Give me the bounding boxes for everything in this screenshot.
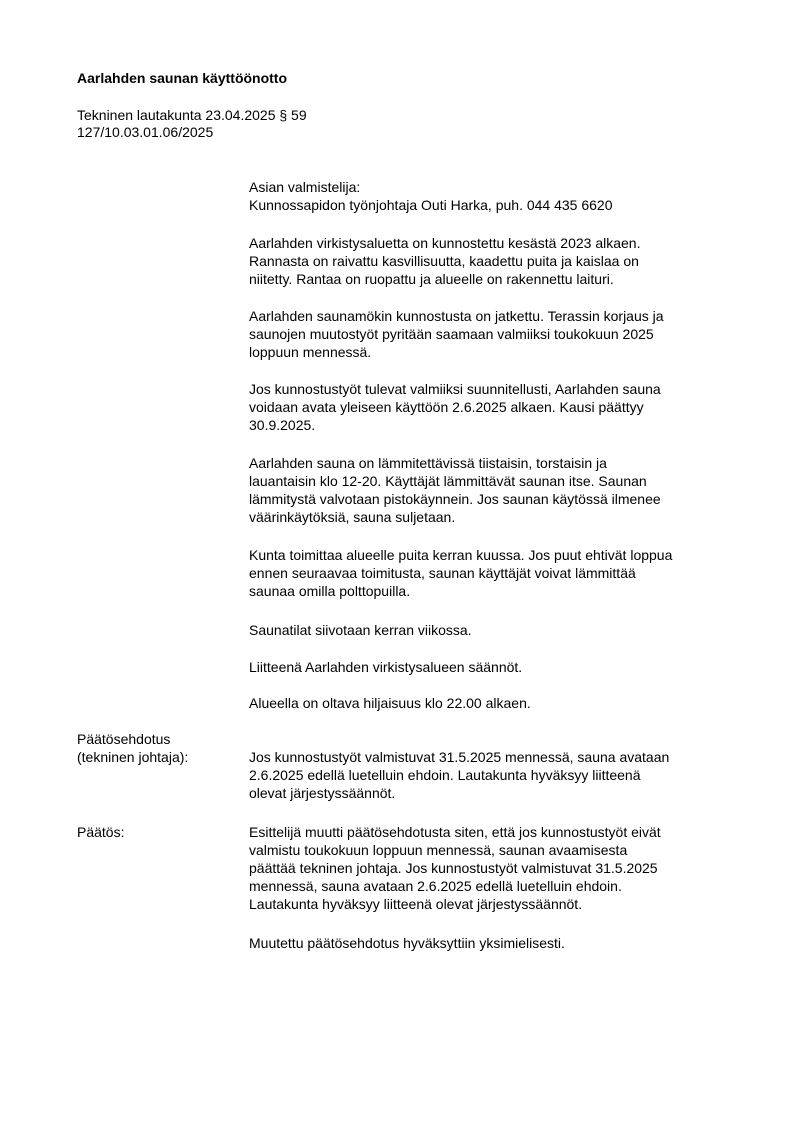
paragraph-line: saunojen muutostyöt pyritään saamaan valmiiksi toukokuun 2025	[249, 326, 654, 342]
record-number: 127/10.03.01.06/2025	[77, 124, 214, 140]
proposal-label-line-1: Päätösehdotus	[77, 731, 171, 747]
proposal-line: olevat järjestyssäännöt.	[249, 785, 396, 801]
decision-text	[249, 823, 769, 913]
decision-label: Päätös:	[77, 824, 125, 840]
document-title: Aarlahden saunan käyttöönotto	[77, 70, 288, 86]
decision-line: valmistu toukokuun loppuun mennessä, saunan avaamisesta	[249, 842, 628, 858]
paragraph-line: Jos kunnostustyöt tulevat valmiiksi suunnitellusti, Aarlahden sauna	[249, 381, 661, 397]
paragraph-line: Alueella on oltava hiljaisuus klo 22.00 alkaen.	[249, 695, 531, 711]
proposal-line: 2.6.2025 edellä luetelluin ehdoin. Lautakunta hyväksyy liitteenä	[249, 767, 641, 783]
paragraph-line: Rannasta on raivattu kasvillisuutta, kaadettu puita ja kaislaa on	[249, 253, 639, 269]
paragraph-line: Aarlahden saunamökin kunnostusta on jatkettu. Terassin korjaus ja	[249, 308, 664, 324]
meeting-info	[77, 107, 307, 141]
decision-line: mennessä, sauna avataan 2.6.2025 edellä luetelluin ehdoin.	[249, 878, 622, 894]
preparer-heading: Asian valmistelija:	[249, 179, 361, 195]
paragraph-line: lämmitystä valvotaan pistokäynnein. Jos saunan käytössä ilmenee	[249, 491, 661, 507]
paragraph-1	[249, 234, 769, 288]
preparer-person: Kunnossapidon työnjohtaja Outi Harka, puh. 044 435 6620	[249, 197, 613, 213]
meeting-reference: Tekninen lautakunta 23.04.2025 § 59	[77, 107, 307, 123]
paragraph-line: Aarlahden sauna on lämmitettävissä tiistaisin, torstaisin ja	[249, 455, 607, 471]
paragraph-4	[249, 454, 769, 526]
proposal-label-line-2: (tekninen johtaja):	[77, 749, 189, 765]
preparer-block	[249, 178, 769, 214]
paragraph-8	[249, 694, 769, 712]
paragraph-5	[249, 546, 769, 600]
decision-line: Lautakunta hyväksyy liitteenä olevat järjestyssäännöt.	[249, 896, 583, 912]
paragraph-line: Kunta toimittaa alueelle puita kerran kuussa. Jos puut ehtivät loppua	[249, 547, 673, 563]
proposal-line: Jos kunnostustyöt valmistuvat 31.5.2025 mennessä, sauna avataan	[249, 749, 670, 765]
paragraph-line: loppuun mennessä.	[249, 344, 372, 360]
paragraph-line: väärinkäytöksiä, sauna suljetaan.	[249, 509, 456, 525]
paragraph-line: 30.9.2025.	[249, 417, 316, 433]
decision-line: Esittelijä muutti päätösehdotusta siten, että jos kunnostustyöt eivät	[249, 824, 661, 840]
paragraph-line: Aarlahden virkistysaluetta on kunnostettu kesästä 2023 alkaen.	[249, 235, 641, 251]
proposal-text	[249, 748, 769, 802]
paragraph-line: Saunatilat siivotaan kerran viikossa.	[249, 622, 472, 638]
paragraph-line: Liitteenä Aarlahden virkistysalueen säännöt.	[249, 659, 523, 675]
paragraph-7	[249, 658, 769, 676]
paragraph-line: niitetty. Rantaa on ruopattu ja alueelle on rakennettu laituri.	[249, 271, 614, 287]
paragraph-6	[249, 621, 769, 639]
paragraph-line: lauantaisin klo 12-20. Käyttäjät lämmittävät saunan itse. Saunan	[249, 473, 647, 489]
paragraph-2	[249, 307, 769, 361]
proposal-label	[77, 730, 188, 766]
decision-line: päättää tekninen johtaja. Jos kunnostustyöt valmistuvat 31.5.2025	[249, 860, 658, 876]
final-decision: Muutettu päätösehdotus hyväksyttiin yksimielisesti.	[249, 935, 565, 951]
paragraph-line: ennen seuraavaa toimitusta, saunan käyttäjät voivat lämmittää	[249, 565, 636, 581]
paragraph-line: voidaan avata yleiseen käyttöön 2.6.2025 alkaen. Kausi päättyy	[249, 399, 644, 415]
paragraph-line: saunaa omilla polttopuilla.	[249, 583, 411, 599]
paragraph-3	[249, 380, 769, 434]
